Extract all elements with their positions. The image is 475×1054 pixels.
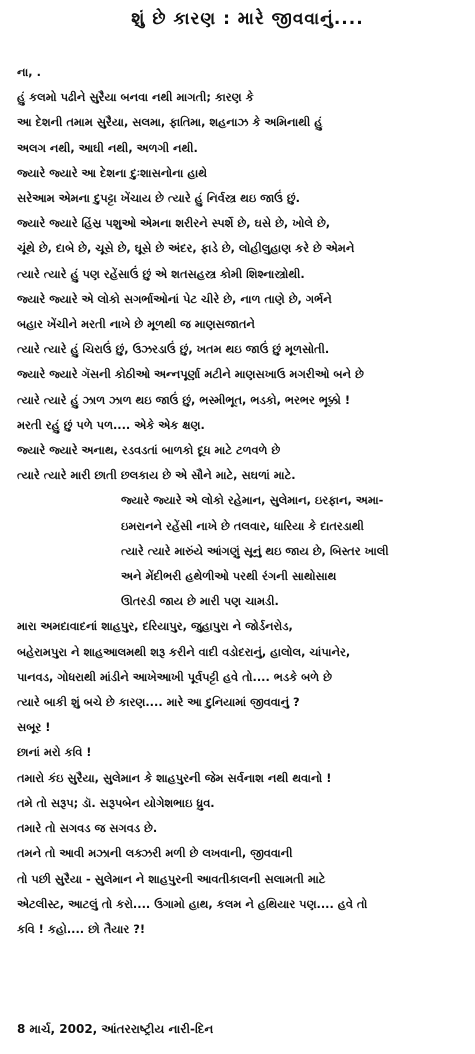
poem-line: ચૂંથે છે, દાબે છે, ચૂસે છે, ઘૂસે છે અંદર, ફાડે છે, લોહીલુહાણ કરે છે એમને [17,241,355,256]
poem-line: ત્યારે ત્યારે હું પણ રહેંસાઉં છું એ શતસહસ્ત્ર કોમી શિશ્નાસ્ત્રોથી. [17,266,305,281]
poem-line: હું કલમો પઢીને સુરૈયા બનવા નથી માગતી; કારણ કે [17,90,254,105]
poem-line: ત્યારે ત્યારે મારી છાતી છલકાય છે એ સૌને માટે, સઘળાં માટે. [17,468,296,483]
poem-line: અલગ નથી, આઘી નથી, અળગી નથી. [17,140,198,155]
indented-line: ત્યારે ત્યારે મારુંયે આંગણું સૂનું થઇ જાય છે, બિસ્તર ખાલી [121,543,389,558]
poem-line: બહાર ખેંચીને મરતી નાખે છે મૂળથી જ માણસજાતને [17,317,255,332]
closing-line: તમને તો આવી મઝાની લક્ઝરી મળી છે લખવાની, જીવવાની [17,846,293,861]
closing-line: બહેરામપુરા ને શાહઆલમથી શરૂ કરીને વાદી વડોદરાનું, હાલોલ, ચાંપાનેર, [17,644,351,659]
poem-line: ત્યારે ત્યારે હું ઝાળ ઝાળ થઇ જાઉં છું, ભસ્મીભૂત, ભડકો, ભરભર ભૂક્કો ! [17,392,351,407]
poem-line: જ્યારે જ્યારે હિંસ્ર પશુઓ એમના શરીરને સ્પર્શે છે, ઘસે છે, ખોલે છે, [17,216,331,231]
poem-title: શું છે કારણ : મારે જીવવાનું.... [131,9,364,29]
indented-line: જ્યારે જ્યારે એ લોકો રહેમાન, સુલેમાન, ઇરફાન, અમા- [121,493,384,508]
poem-line: જ્યારે જ્યારે અનાથ, રડવડતાં બાળકો દૂધ માટે ટળવળે છે [17,443,281,458]
closing-line: છાનાં મરો કવિ ! [17,745,92,760]
closing-line: તમે તો સરૂપ; ડૉ. સરૂપબેન યોગેશભાઇ ધ્રુવ. [17,795,215,810]
closing-line: પાનવડ, ગોધરાથી માંડીને આખેઆખી પૂર્વપટ્ટી હવે તો.... ભડકે બળે છે [17,669,332,684]
closing-line: તો પછી સુરૈયા - સુલેમાન ને શાહપુરની આવતીકાલની સલામતી માટે [17,871,326,886]
closing-line: મારા અમદાવાદનાં શાહપુર, દરિયાપુર, જુહાપુરા ને જોર્ડનરોડ, [17,619,293,634]
indented-line: ઊતરડી જાય છે મારી પણ ચામડી. [121,594,279,609]
closing-line: કવિ ! કહો.... છો તૈયાર ?! [17,921,146,936]
poem-line: જ્યારે જ્યારે આ દેશના દુઃશાસનોના હાથે [17,165,208,180]
indented-line: અને મેંદીભરી હથેળીઓ પરથી રંગની સાથોસાથ [121,569,337,584]
closing-line: એટલીસ્ટ, આટલું તો કરો.... ઉગામો હાથ, કલમ ને હથિયાર પણ.... હવે તો [17,896,368,911]
poem-line: સરેઆમ એમના દુપટ્ટા ખેંચાય છે ત્યારે હું નિર્વસ્ત્ર થઇ જાઉં છું. [17,191,300,206]
closing-line: તમારે તો સગવડ જ સગવડ છે. [17,821,158,836]
closing-line: ત્યારે બાકી શું બચે છે કારણ.... મારે આ દુનિયામાં જીવવાનું ? [17,695,300,710]
poem-line: જ્યારે જ્યારે ગૅસની કોઠીઓ અન્નપૂર્ણા મટીને માણસખાઉ મગરીઓ બને છે [17,367,364,382]
closing-line: તમારો કંઇ સુરૈયા, સુલેમાન કે શાહપુરની જેમ સર્વનાશ નથી થવાનો ! [17,770,332,785]
closing-line: સબૂર ! [17,720,51,735]
poem-line: આ દેશની તમામ સુરૈયા, સલમા, ફાતિમા, શહનાઝ કે અમિનાથી હું [17,115,323,130]
poem-line: જ્યારે જ્યારે એ લોકો સગર્ભાઓનાં પેટ ચીરે છે, નાળ તાણે છે, ગર્ભને [17,291,332,306]
date-line: 8 માર્ચ, 2002, આંતરરાષ્ટ્રીય નારી-દિન [17,1022,214,1036]
poem-line: મરતી રહું છું પળે પળ.... એકે એક ક્ષણ. [17,417,205,432]
poem-body [17,60,467,942]
indented-line: ઇમરાનને રહેંસી નાખે છે તલવાર, ધારિયા કે દાતરડાથી [121,518,364,533]
poem-line: ના, . [17,65,41,79]
poem-line: ત્યારે ત્યારે હું ચિરાઉં છું, ઉઝરડાઉં છું, ખતમ થઇ જાઉં છું મૂળસોતી. [17,342,330,357]
